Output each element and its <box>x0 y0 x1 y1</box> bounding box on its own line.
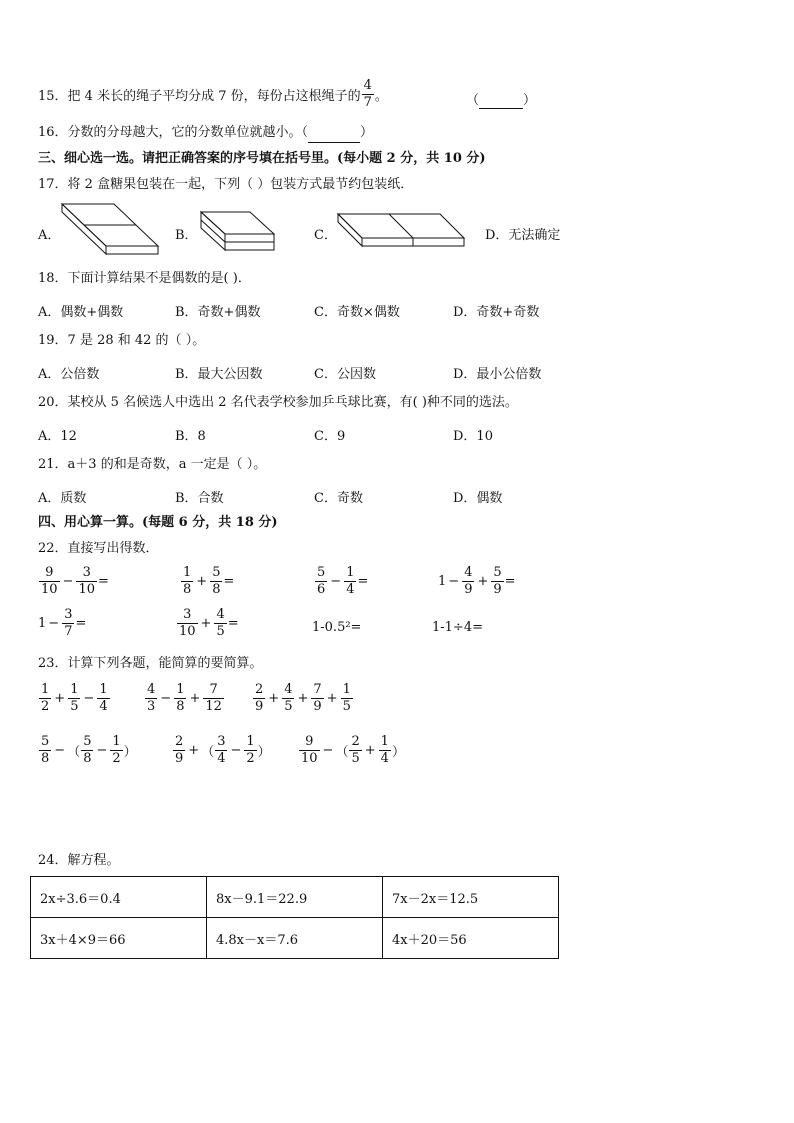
equation-table <box>30 876 559 959</box>
box-figure-b <box>196 210 278 254</box>
question-number: 15． <box>38 89 68 104</box>
expression: $\frac{9}{10}$ − $\frac{3}{10}$ = <box>41 565 109 597</box>
option-a[interactable]: A．公倍数 <box>38 367 100 382</box>
option-c[interactable]: C． <box>314 228 337 243</box>
question-19: 19．7 是 28 和 42 的（ ）。 <box>38 333 206 348</box>
option-d[interactable]: D．奇数+奇数 <box>453 305 540 320</box>
expression: $\frac{5}{6}$ − $\frac{1}{4}$ = <box>317 565 369 597</box>
table-cell: 7x－2x＝12.5 <box>383 877 559 918</box>
expression: 1 − $\frac{4}{9}$ + $\frac{5}{9}$ = <box>438 565 516 597</box>
section-4-heading: 四、用心算一算。(每题 6 分，共 18 分) <box>38 515 278 530</box>
option-d[interactable]: D．最小公倍数 <box>453 367 542 382</box>
option-b[interactable]: B．奇数+偶数 <box>175 305 261 320</box>
expression: $\frac{2}{9}$ + $\frac{4}{5}$ + $\frac{7}{9}$ + $\frac{1}{5}$ <box>255 682 351 714</box>
box-figure-a <box>58 200 162 262</box>
expression: $\frac{4}{3}$ − $\frac{1}{8}$ + $\frac{7}{12}$ <box>147 682 222 714</box>
table-cell: 4.8x－x＝7.6 <box>207 918 383 959</box>
fraction: $\frac{4}{7}$ <box>363 78 372 110</box>
expression: $\frac{3}{10}$ + $\frac{4}{5}$ = <box>179 607 239 639</box>
question-18: 18．下面计算结果不是偶数的是( )． <box>38 271 251 286</box>
option-c[interactable]: C．9 <box>314 429 346 444</box>
table-cell: 4x＋20＝56 <box>383 918 559 959</box>
expression: 1-1÷4= <box>432 620 483 635</box>
option-c[interactable]: C．公因数 <box>314 367 376 382</box>
option-d[interactable]: D．无法确定 <box>485 228 561 243</box>
option-c[interactable]: C．奇数 <box>314 491 363 506</box>
answer-blank-15[interactable]: （ ） <box>466 93 537 108</box>
question-text: 把 4 米长的绳子平均分成 7 份，每份占这根绳子的 <box>67 89 361 104</box>
option-a[interactable]: A．质数 <box>38 491 87 506</box>
table-cell: 3x＋4×9＝66 <box>31 918 207 959</box>
question-21: 21．a＋3 的和是奇数，a 一定是（ ）。 <box>38 457 267 472</box>
box-figure-c <box>334 212 470 250</box>
section-3-heading: 三、细心选一选。请把正确答案的序号填在括号里。(每小题 2 分，共 10 分) <box>38 151 486 166</box>
question-16: 16．分数的分母越大，它的分数单位就越小。（ ） <box>38 124 373 143</box>
option-b[interactable]: B． <box>175 228 198 243</box>
question-24: 24．解方程。 <box>38 853 120 868</box>
question-17: 17．将 2 盒糖果包装在一起，下列（ ）包装方式最节约包装纸． <box>38 177 414 192</box>
expression: $\frac{1}{8}$ + $\frac{5}{8}$ = <box>183 565 235 597</box>
option-b[interactable]: B．合数 <box>175 491 224 506</box>
option-d[interactable]: D．偶数 <box>453 491 503 506</box>
table-row <box>31 918 559 959</box>
table-cell: 8x－9.1＝22.9 <box>207 877 383 918</box>
expression: $\frac{2}{9}$ + （ $\frac{3}{4}$ − $\frac{1}{2}$ ） <box>175 734 271 766</box>
question-22: 22．直接写出得数． <box>38 541 159 556</box>
option-c[interactable]: C．奇数×偶数 <box>314 305 400 320</box>
table-cell: 2x÷3.6＝0.4 <box>31 877 207 918</box>
option-a[interactable]: A．12 <box>38 429 77 444</box>
question-23: 23．计算下列各题，能简算的要简算。 <box>38 656 263 671</box>
expression: $\frac{1}{2}$ + $\frac{1}{5}$ − $\frac{1}{4}$ <box>41 682 108 714</box>
option-a[interactable]: A．偶数+偶数 <box>38 305 124 320</box>
expression: $\frac{5}{8}$ − （ $\frac{5}{8}$ − $\frac{1}{2}$ ） <box>41 734 137 766</box>
option-d[interactable]: D．10 <box>453 429 493 444</box>
option-b[interactable]: B．最大公因数 <box>175 367 263 382</box>
question-15: 15． 把 4 米长的绳子平均分成 7 份，每份占这根绳子的 $\frac{4}{7}$ 。 <box>38 78 388 110</box>
expression: 1 − $\frac{3}{7}$ = <box>38 607 87 639</box>
option-a[interactable]: A． <box>38 228 61 243</box>
table-row <box>31 877 559 918</box>
expression: $\frac{9}{10}$ − （ $\frac{2}{5}$ + $\frac{1}{4}$ ） <box>301 734 405 766</box>
answer-blank-16[interactable] <box>308 124 360 143</box>
expression: 1-0.5²= <box>312 620 362 635</box>
question-20: 20．某校从 5 名候选人中选出 2 名代表学校参加乒乓球比赛，有( )种不同的选法。 <box>38 395 518 410</box>
option-b[interactable]: B．8 <box>175 429 206 444</box>
